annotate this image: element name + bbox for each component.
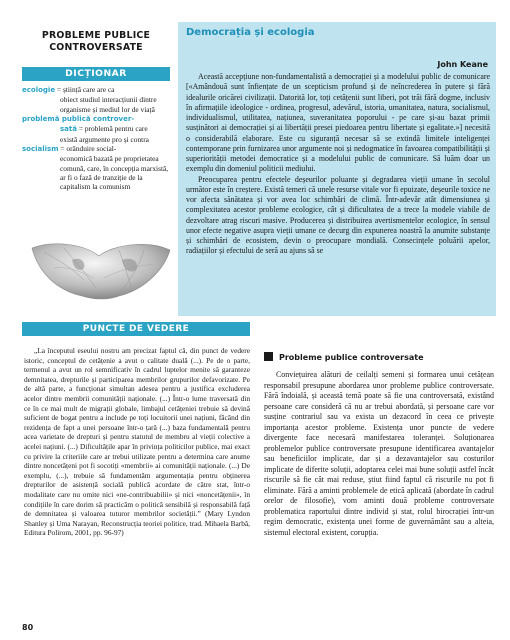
article-paragraph: Preocuparea pentru efectele deșeurilor poluante și degradarea vieții umane în secolul următor este în creștere. Există temeri că unele resurse vitale vor fi epuizate, deșeurile toxice ne vor afecta sănătatea și vor avea loc schimbări de climă. Într-adevăr atât dimensiunea și complexitatea acestor probleme ecologice, cât și dificultatea de a trece la modele viabile de dezvoltare atrag riscuri masive. Producerea și distribuirea avertismentelor ecologice, în sensul unor efecte negative asupra vieții umane ce decurg din expunerea noastră la anumite substanțe și schimbări de ecosistem, devin o preocupare mondială. Consecințele poluării apelor, radiațiilor și efectului de seră au ajuns să se xyxy=(186,174,490,256)
article-title: Democrația și ecologia xyxy=(186,27,315,38)
viewpoints-banner: PUNCTE DE VEDERE xyxy=(22,322,250,336)
dictionary-entry xyxy=(22,85,172,114)
dictionary-list xyxy=(22,85,172,192)
sidebar-title-line2: CONTROVERSATE xyxy=(49,41,143,53)
section-paragraph: Conviețuirea alături de ceilalți semeni și formarea unui cetățean responsabil presupune abordarea unor probleme publice controversate. Fără îndoială, și această temă poate să fie una controversată, existând persoane care consideră că nu ar trebui abordată, și persoane care vor susține contrariul sau va exista un dezacord în ceea ce privește importanța acestor probleme. Existența unor puncte de vedere divergente face necesară manifestarea toleranței. Soluționarea problemelor publice controversate presupune identificarea avantajelor sau beneficiilor implicate, dar și a dezavantajelor sau costurilor implicate de diferite soluții, adoptarea celei mai bune soluții astfel încât riscurile să fie cât mai reduse, știut fiind faptul că riscurile nu pot fi eliminate. Fără a aminti problemele de etică aplicată (abordate în cadrul orelor de filosofie), vom aminti două probleme controversate problematica raportului dintre individ și stat, rolul birocrației într-un regim democratic, existența unei forme de guvernământ sau a alteia, sistemul electoral existent, corupția. xyxy=(264,370,494,537)
dictionary-def-rest: există argumente pro și contra xyxy=(60,134,149,144)
viewpoints-quote: „La începutul eseului nostru am precizat faptul că, din punct de vedere istoric, conceptul de cetățenie a avut o calitate duală (...). Pe de o parte, termenul a avut un rol semnificativ în cadrul luptelor menite să garanteze demnitatea, drepturile și participarea membrilor grupurilor defavorizate. Pe de altă parte, a funcționat simultan adesea pentru a justifica excluderea acelor dintre membrii comunității naționale. (...) Într-o lume traversată din ce în ce mai mult de migrații globale, limbajul cetățeniei trebuie să devină suficient de bogat pentru a include pe toți locuitorii unei națiuni, făcând din rezidența de fapt a unei persoane într-o țară (...) baza fundamentală pentru acea varietate de drepturi și pentru statutul de membru al vieții colective a acelei națiuni. (...) Dificultățile apar în privința politicilor publice, mai exact cu privire la criteriile care ar trebui utilizate pentru a determina care anume dintre noncetățeni pot fi socotiți «membrii» ai comunității naționale. (...) De exemplu, (...), trebuie să fundamentăm argumentația pentru obținerea drepturilor de asistență socială publică acordate de către stat, într-o modalitate care nu omite nici «ne-contribuabilii» și nici «noncetățenii», în condițiile în care dorim să practicăm o politică sensibilă și responsabilă față de demnitatea și valoarea tuturor membrilor societății.” (Mary Lyndon Shanley și Uma Narayan, Reconstrucția teoriei politice, trad. Mihaela Barbă, Editura Polirom, 2001, pp. 96-97) xyxy=(24,346,250,538)
globe-hands-illustration xyxy=(24,238,174,304)
dictionary-def: = orânduire social- xyxy=(58,144,117,154)
viewpoints-text xyxy=(24,346,250,538)
globe-illustration-icon xyxy=(24,238,174,304)
section-heading-text: Probleme publice controversate xyxy=(279,353,424,362)
dictionary-term: problemă publică controver- xyxy=(22,115,135,124)
sidebar-title xyxy=(22,30,170,53)
article-body xyxy=(186,72,490,257)
section-heading xyxy=(264,352,496,364)
article-paragraph: Această accepțiune non-fundamentalistă a democrației și a modelului public de comunicare [«Amândouă sunt înfiențate de un scepticism profund și de neîncrederea în putere și fără idealurile oricărei civilizații. Datorită lor, toți cetățenii sunt liberi, pot trăi fără dogme, inclusiv în afirmațiile ideologice - ordinea, progresul, adevărul, istoria, umanitatea, natura, socialismul, individualismul, utilitatea, națiunea, suveranitatea poporului - pe care și-au bazat primii susținători ai democrației și ai libertății presei piedoarea pentru libertate și egalitate.»] necesită o considerabilă elaborare. Este cu siguranță necesar să se extindă limitele inteligenței contemporane prin furnizarea unor argumente noi și nedogmatice în favoarea compatibilității și superiorității metodei democratice și a modelului public de comunicare. Să luăm doar un exemplu din domeniul politicii mediului. xyxy=(186,72,490,174)
sidebar-title-line1: PROBLEME PUBLICE xyxy=(41,30,151,41)
dictionary-entry xyxy=(22,144,172,192)
article-author: John Keane xyxy=(437,60,488,69)
dictionary-def-rest: obiect studiul interacțiunii dintre organisme și mediul lor de viață xyxy=(60,95,157,114)
dictionary-banner: DICȚIONAR xyxy=(22,67,170,81)
dictionary-term-cont: sată xyxy=(60,125,77,134)
dictionary-def: = știință care are ca xyxy=(55,85,115,94)
dictionary-term: ecologie xyxy=(22,86,56,94)
section-body xyxy=(264,370,494,538)
dictionary-def: = problemă pentru care xyxy=(76,124,148,134)
page-number: 80 xyxy=(22,623,34,632)
dictionary-entry xyxy=(22,114,172,144)
square-bullet-icon xyxy=(264,352,273,361)
dictionary-term: socialism xyxy=(22,145,59,154)
dictionary-def-rest: economică bazată pe proprietatea comună, care, în concepția marxistă, ar fi o fază de tranziție de la capitalism la comunism xyxy=(60,154,169,192)
